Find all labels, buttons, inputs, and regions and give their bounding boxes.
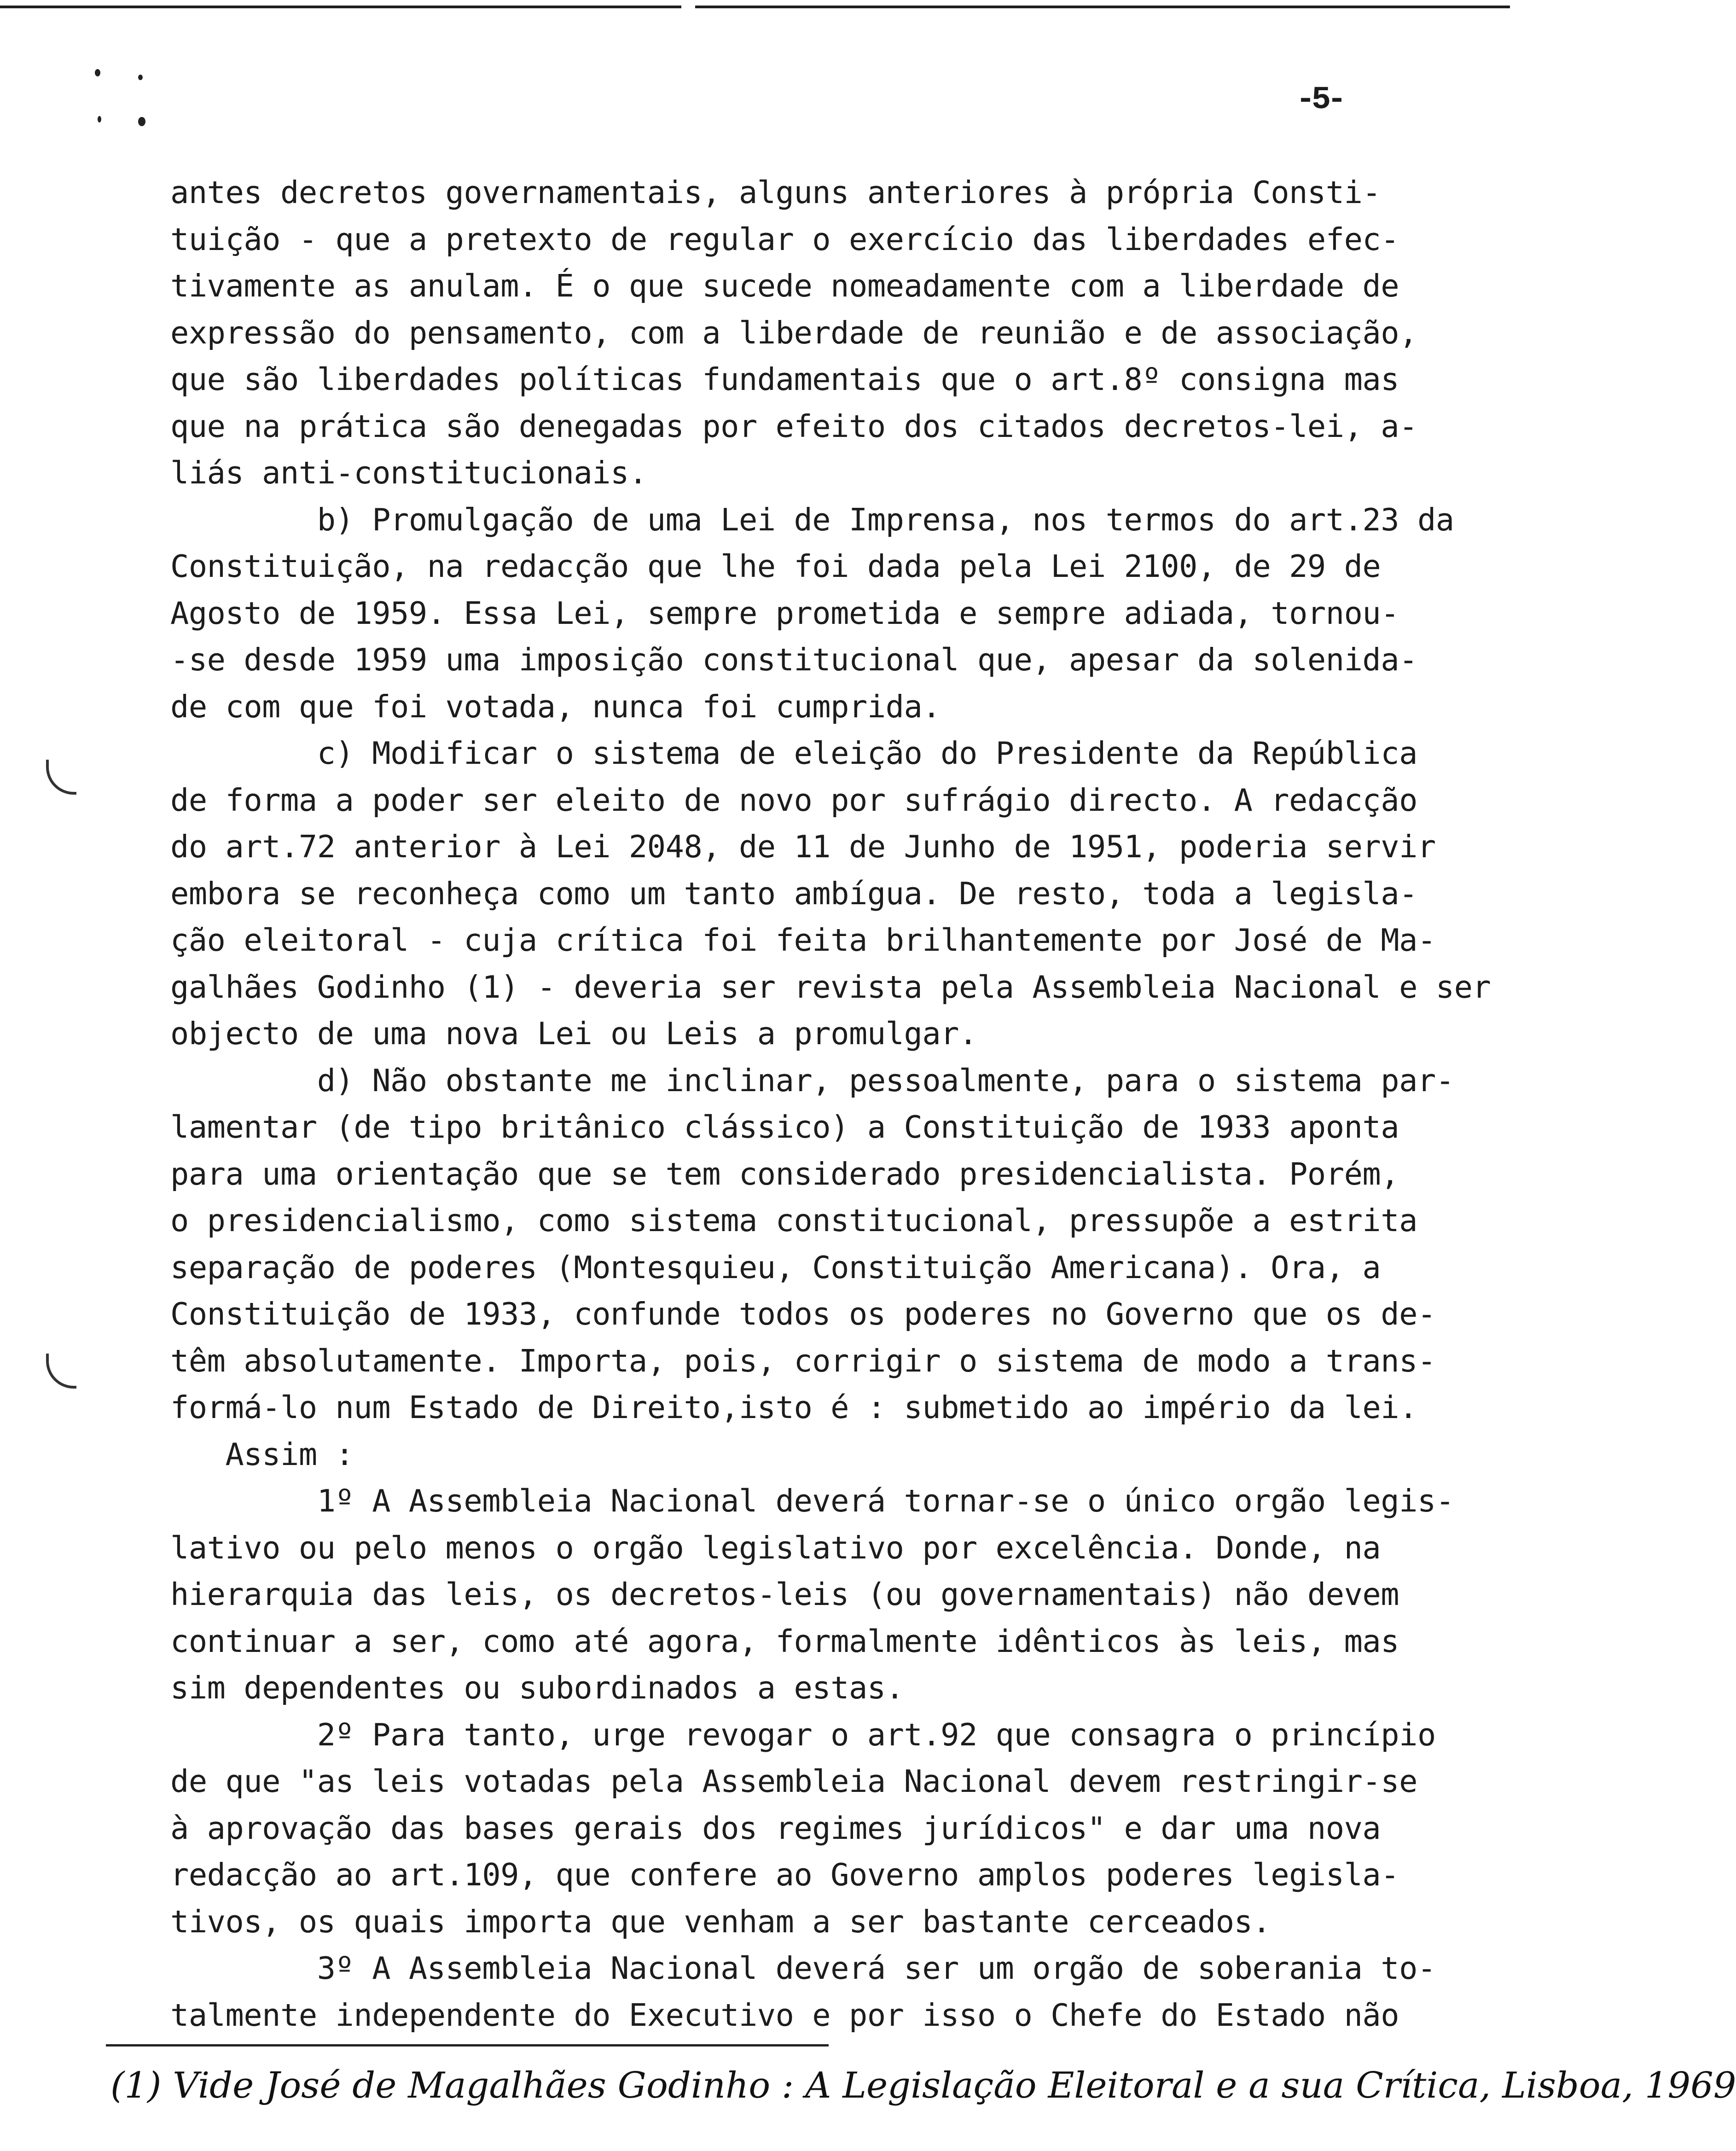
text-line: b) Promulgação de uma Lei de Imprensa, nos termos do art.23 da: [170, 501, 1454, 538]
text-line: lativo ou pelo menos o orgão legislativo por excelência. Donde, na: [170, 1529, 1381, 1566]
text-line: lamentar (de tipo britânico clássico) a Constituição de 1933 aponta: [170, 1109, 1399, 1145]
top-scan-rule-gap: [681, 5, 695, 10]
text-line: antes decretos governamentais, alguns anteriores à própria Consti-: [170, 174, 1381, 210]
text-line: tivos, os quais importa que venham a ser bastante cerceados.: [170, 1903, 1271, 1940]
text-line: o presidencialismo, como sistema constitucional, pressupõe a estrita: [170, 1203, 1417, 1238]
text-line: 2º Para tanto, urge revogar o art.92 que consagra o princípio: [170, 1716, 1436, 1753]
handwritten-footnote: (1) Vide José de Magalhães Godinho : A Legislação Eleitoral e a sua Crítica, Lisboa, 1969: [110, 2065, 1736, 2106]
text-line: galhães Godinho (1) - deveria ser revista pela Assembleia Nacional e ser: [170, 969, 1491, 1005]
text-line: -se desde 1959 uma imposição constitucional que, apesar da solenida-: [170, 642, 1417, 678]
text-line: c) Modificar o sistema de eleição do Presidente da República: [170, 735, 1417, 771]
text-line: 3º A Assembleia Nacional deverá ser um orgão de soberania to-: [170, 1950, 1436, 1986]
text-line: talmente independente do Executivo e por isso o Chefe do Estado não: [170, 1997, 1399, 2033]
text-line: de que "as leis votadas pela Assembleia Nacional devem restringir-se: [170, 1763, 1417, 1799]
text-line: objecto de uma nova Lei ou Leis a promulgar.: [170, 1016, 977, 1052]
margin-mark-dot: [98, 116, 101, 122]
text-line: embora se reconheça como um tanto ambígua. De resto, toda a legisla-: [170, 875, 1417, 912]
text-line: 1º A Assembleia Nacional deverá tornar-se o único orgão legis-: [170, 1483, 1454, 1519]
text-line: de forma a poder ser eleito de novo por sufrágio directo. A redacção: [170, 782, 1417, 818]
text-line: expressão do pensamento, com a liberdade de reunião e de associação,: [170, 314, 1417, 351]
text-line: Constituição de 1933, confunde todos os poderes no Governo que os de-: [170, 1296, 1436, 1332]
text-line: liás anti-constitucionais.: [170, 455, 647, 491]
text-line: de com que foi votada, nunca foi cumprida.: [170, 688, 941, 725]
text-line: formá-lo num Estado de Direito,isto é : submetido ao império da lei.: [170, 1389, 1417, 1425]
margin-pencil-mark: [46, 760, 76, 795]
text-line: ção eleitoral - cuja crítica foi feita brilhantemente por José de Ma-: [170, 922, 1436, 958]
margin-mark-dot: [138, 117, 145, 126]
page-number: -5-: [1296, 82, 1343, 118]
text-line: para uma orientação que se tem considerado presidencialista. Porém,: [170, 1156, 1399, 1192]
text-line: Constituição, na redacção que lhe foi dada pela Lei 2100, de 29 de: [170, 548, 1381, 584]
text-line: Assim :: [170, 1436, 354, 1472]
text-line: continuar a ser, como até agora, formalmente idênticos às leis, mas: [170, 1623, 1399, 1659]
text-line: do art.72 anterior à Lei 2048, de 11 de Junho de 1951, poderia servir: [170, 829, 1436, 865]
body-text: [170, 169, 1491, 2039]
text-line: d) Não obstante me inclinar, pessoalmente, para o sistema par-: [170, 1062, 1454, 1099]
text-line: tuição - que a pretexto de regular o exercício das liberdades efec-: [170, 221, 1399, 257]
text-line: que são liberdades políticas fundamentais que o art.8º consigna mas: [170, 361, 1399, 397]
text-line: separação de poderes (Montesquieu, Constituição Americana). Ora, a: [170, 1249, 1381, 1285]
top-scan-rule: [0, 6, 1510, 8]
margin-mark-dot: [95, 69, 100, 76]
text-line: sim dependentes ou subordinados a estas.: [170, 1670, 904, 1706]
text-line: redacção ao art.109, que confere ao Governo amplos poderes legisla-: [170, 1857, 1399, 1893]
text-line: que na prática são denegadas por efeito dos citados decretos-lei, a-: [170, 408, 1417, 444]
text-line: à aprovação das bases gerais dos regimes jurídicos" e dar uma nova: [170, 1810, 1381, 1846]
text-line: Agosto de 1959. Essa Lei, sempre prometida e sempre adiada, tornou-: [170, 595, 1399, 631]
footnote-separator: [106, 2044, 829, 2046]
margin-pencil-mark: [46, 1354, 76, 1389]
text-line: tivamente as anulam. É o que sucede nomeadamente com a liberdade de: [170, 268, 1399, 304]
text-line: têm absolutamente. Importa, pois, corrigir o sistema de modo a trans-: [170, 1343, 1436, 1379]
margin-mark-dot: [138, 75, 143, 80]
text-line: hierarquia das leis, os decretos-leis (ou governamentais) não devem: [170, 1576, 1399, 1612]
